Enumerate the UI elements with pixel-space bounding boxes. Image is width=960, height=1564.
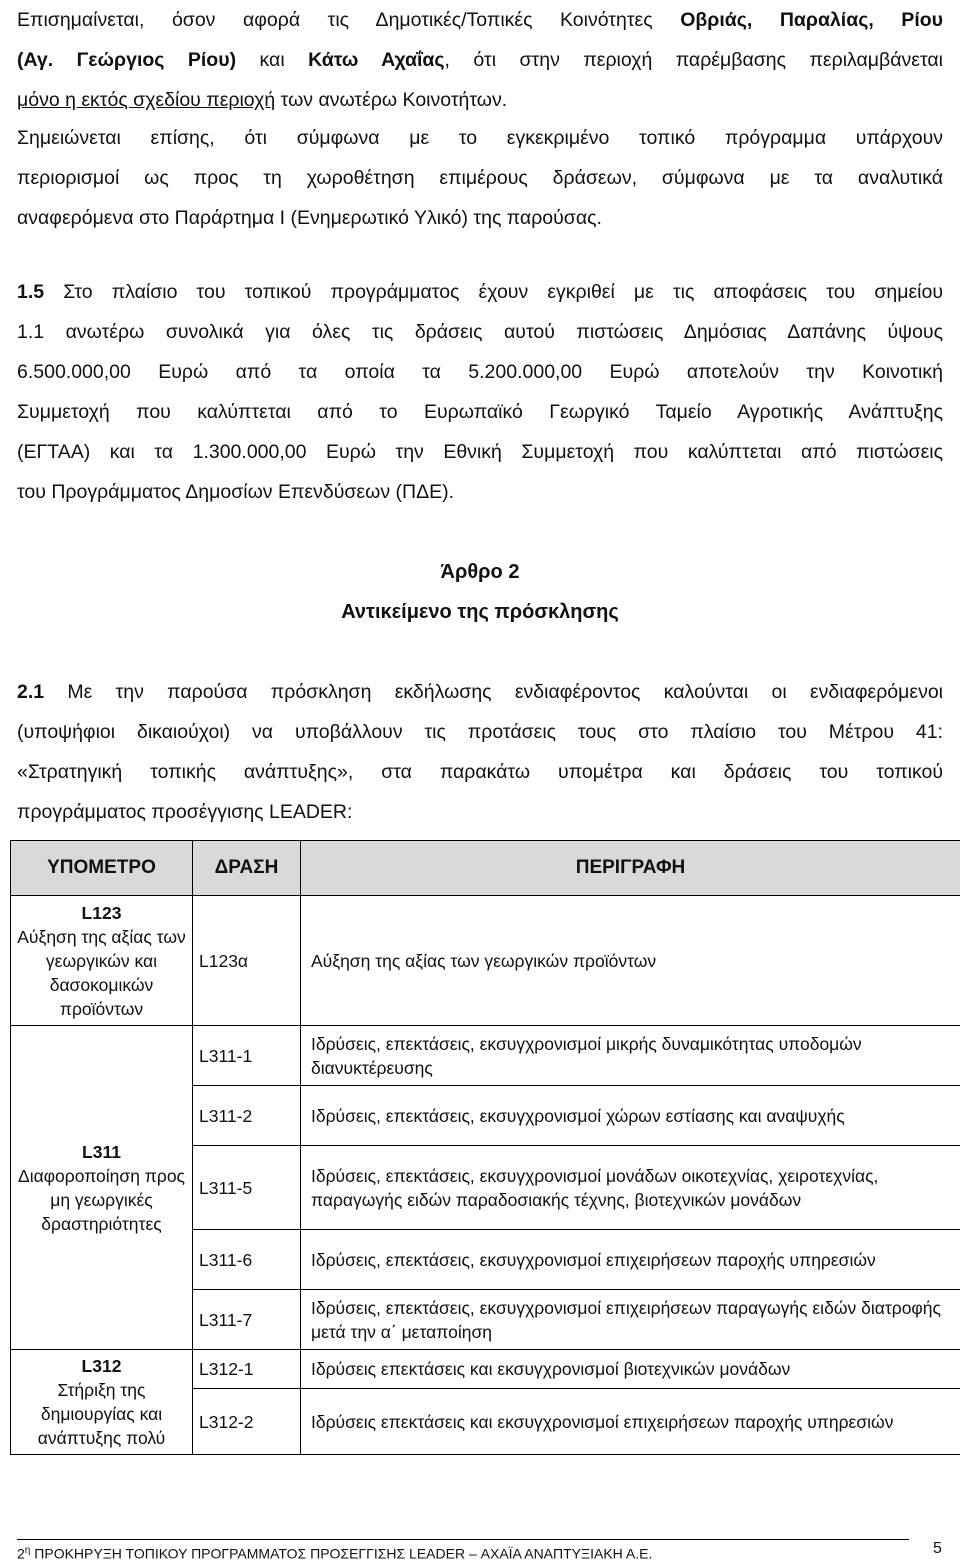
header-action: ΔΡΑΣΗ xyxy=(193,841,301,896)
header-submeasure: ΥΠΟΜΕΤΡΟ xyxy=(11,841,193,896)
section-number: 1.5 xyxy=(17,281,45,303)
action-description: Ιδρύσεις, επεκτάσεις, εκσυγχρονισμοί χώρων εστίασης και αναψυχής xyxy=(301,1086,960,1146)
text-line: 1.1 ανωτέρω συνολικά για όλες τις δράσεις αυτού πιστώσεις Δημόσιας Δαπάνης ύψους xyxy=(17,321,943,343)
intro-paragraph-1 xyxy=(17,0,943,120)
submeasure-name: Αύξηση της αξίας των γεωργικών και δασοκομικών προϊόντων xyxy=(17,926,186,1019)
action-description: Ιδρύσεις, επεκτάσεις, εκσυγχρονισμοί μικρής δυναμικότητας υποδομών διανυκτέρευσης xyxy=(301,1026,960,1086)
footer-divider xyxy=(17,1539,909,1540)
measures-table xyxy=(10,840,960,1455)
text-line: Σημειώνεται επίσης, ότι σύμφωνα με το εγκεκριμένο τοπικό πρόγραμμα υπάρχουν xyxy=(17,127,943,149)
text-line: (υποψήφιοι δικαιούχοι) να υποβάλλουν τις προτάσεις τους στο πλαίσιο του Μέτρου 41: xyxy=(17,721,943,743)
action-description: Ιδρύσεις, επεκτάσεις, εκσυγχρονισμοί επιχειρήσεων παραγωγής ειδών διατροφής μετά την α΄ μεταποίηση xyxy=(301,1290,960,1350)
footer-text: ΠΡΟΚΗΡΥΞΗ ΤΟΠΙΚΟΥ ΠΡΟΓΡΑΜΜΑΤΟΣ ΠΡΟΣΕΓΓΙΣΗΣ LEADER – ΑΧΑΪΑ ΑΝΑΠΤΥΞΙΑΚΗ Α.Ε. xyxy=(30,1545,653,1562)
text-line: μόνο η εκτός σχεδίου περιοχή των ανωτέρω Κοινοτήτων. xyxy=(17,89,508,111)
section-number: 2.1 xyxy=(17,681,45,703)
action-code: L312-1 xyxy=(193,1350,301,1389)
action-code: L311-7 xyxy=(193,1290,301,1350)
text-line: 2.1 Με την παρούσα πρόσκληση εκδήλωσης ενδιαφέροντος καλούνται οι ενδιαφερόμενοι xyxy=(17,681,943,703)
submeasure-code: L123 xyxy=(81,902,122,923)
action-code: L311-1 xyxy=(193,1026,301,1086)
article-title: Άρθρο 2 xyxy=(440,561,520,583)
page-footer xyxy=(17,1545,947,1562)
action-code: L311-6 xyxy=(193,1230,301,1290)
table-header-row xyxy=(11,841,960,896)
submeasure-cell xyxy=(11,1350,193,1455)
table-row xyxy=(11,1026,960,1086)
section-1-5 xyxy=(17,272,943,512)
action-description: Αύξηση της αξίας των γεωργικών προϊόντων xyxy=(301,896,960,1026)
text-line: Συμμετοχή που καλύπτεται από το Ευρωπαϊκό Γεωργικό Ταμείο Αγροτικής Ανάπτυξης xyxy=(17,401,943,423)
section-2-1 xyxy=(17,672,943,832)
text-line: Επισημαίνεται, όσον αφορά τις Δημοτικές/Τοπικές Κοινότητες Οβριάς, Παραλίας, Ρίου xyxy=(17,9,943,31)
action-description: Ιδρύσεις, επεκτάσεις, εκσυγχρονισμοί επιχειρήσεων παροχής υπηρεσιών xyxy=(301,1230,960,1290)
table-row xyxy=(11,896,960,1026)
text-line: 6.500.000,00 Ευρώ από τα οποία τα 5.200.000,00 Ευρώ αποτελούν την Κοινοτική xyxy=(17,361,943,383)
action-description: Ιδρύσεις επεκτάσεις και εκσυγχρονισμοί βιοτεχνικών μονάδων xyxy=(301,1350,960,1389)
page-number: 5 xyxy=(933,1540,942,1557)
action-code: L312-2 xyxy=(193,1389,301,1455)
text-line: 1.5 Στο πλαίσιο του τοπικού προγράμματος έχουν εγκριθεί με τις αποφάσεις του σημείου xyxy=(17,281,943,303)
footer-superscript: η xyxy=(24,1545,31,1556)
text-line: περιορισμοί ως προς τη χωροθέτηση επιμέρους δράσεων, σύμφωνα με τα αναλυτικά xyxy=(17,167,943,189)
text-line: (Αγ. Γεώργιος Ρίου) και Κάτω Αχαΐας, ότι στην περιοχή παρέμβασης περιλαμβάνεται xyxy=(17,49,943,71)
text-line: του Προγράμματος Δημοσίων Επενδύσεων (ΠΔΕ). xyxy=(17,481,455,503)
text-line: «Στρατηγική τοπικής ανάπτυξης», στα παρακάτω υπομέτρα και δράσεις του τοπικού xyxy=(17,761,943,783)
submeasure-code: L311 xyxy=(82,1141,121,1162)
submeasure-cell xyxy=(11,896,193,1026)
submeasure-code: L312 xyxy=(81,1356,122,1376)
text-line: (ΕΓΤΑΑ) και τα 1.300.000,00 Ευρώ την Εθνική Συμμετοχή που καλύπτεται από πιστώσεις xyxy=(17,441,943,463)
submeasure-name: Στήριξη της δημιουργίας και ανάπτυξης πολύ xyxy=(37,1380,166,1448)
action-description: Ιδρύσεις επεκτάσεις και εκσυγχρονισμοί επιχειρήσεων παροχής υπηρεσιών xyxy=(301,1389,960,1455)
text-line: προγράμματος προσέγγισης LEADER: xyxy=(17,801,353,823)
text-line: αναφερόμενα στο Παράρτημα Ι (Ενημερωτικό Υλικό) της παρούσας. xyxy=(17,207,602,229)
intro-paragraph-2 xyxy=(17,118,943,238)
action-code: L311-5 xyxy=(193,1146,301,1230)
article-subtitle: Αντικείμενο της πρόσκλησης xyxy=(341,601,619,623)
action-code: L123α xyxy=(193,896,301,1026)
action-code: L311-2 xyxy=(193,1086,301,1146)
submeasure-cell xyxy=(11,1026,193,1350)
header-description: ΠΕΡΙΓΡΑΦΗ xyxy=(301,841,960,896)
submeasure-name: Διαφοροποίηση προς μη γεωργικές δραστηριότητες xyxy=(18,1165,185,1234)
action-description: Ιδρύσεις, επεκτάσεις, εκσυγχρονισμοί μονάδων οικοτεχνίας, χειροτεχνίας, παραγωγής ειδών παραδοσιακής τέχνης, βιοτεχνικών μονάδων xyxy=(301,1146,960,1230)
table-row xyxy=(11,1350,960,1389)
footer-number: 2 xyxy=(17,1545,25,1562)
